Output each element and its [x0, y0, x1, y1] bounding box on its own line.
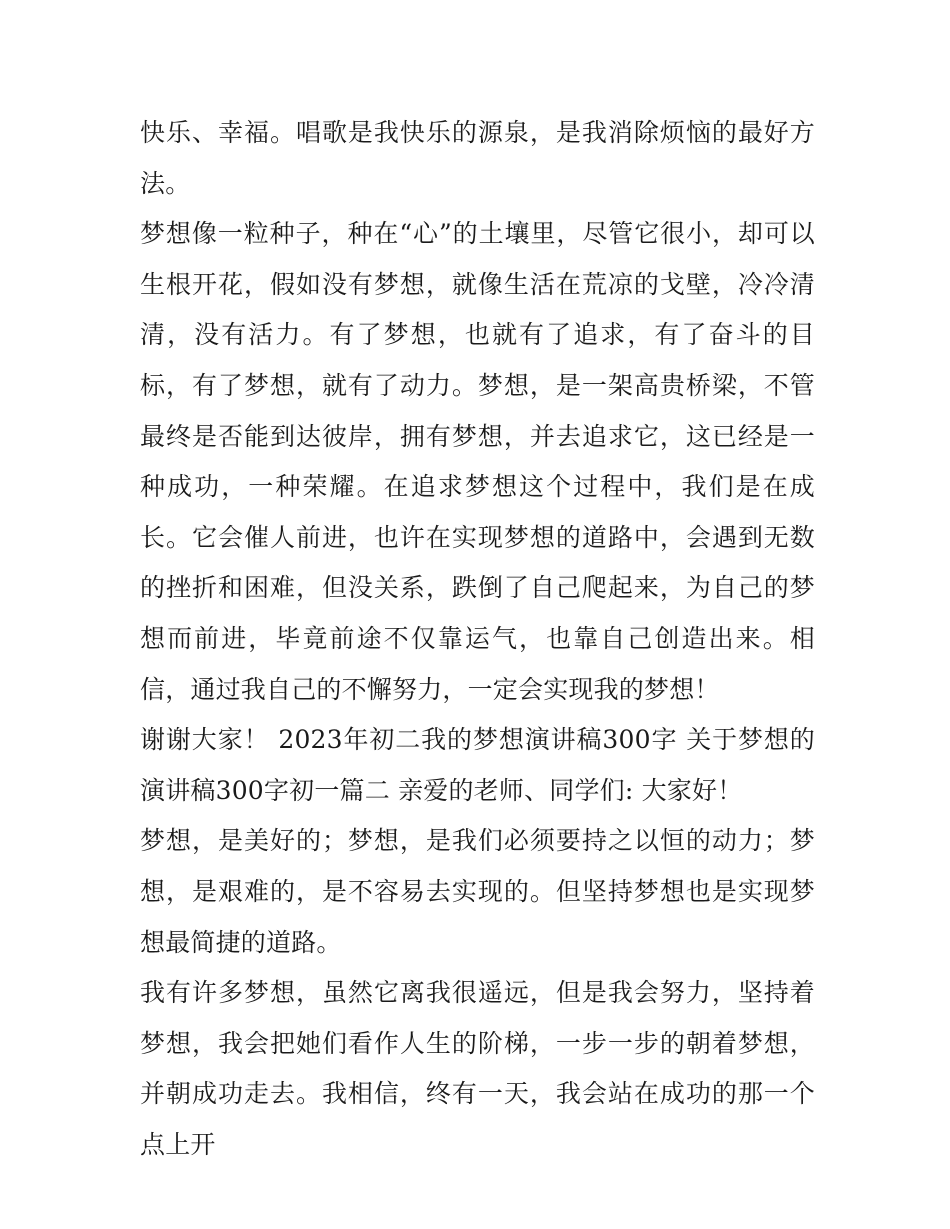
paragraph-4: 梦想，是美好的；梦想，是我们必须要持之以恒的动力；梦想，是艰难的，是不容易去实现的。但坚持梦想也是实现梦想最简捷的道路。: [140, 826, 815, 957]
paragraph-3: 谢谢大家！ 2023年初二我的梦想演讲稿300字 关于梦想的演讲稿300字初一篇二 亲爱的老师、同学们: 大家好！: [140, 725, 815, 805]
paragraph-5: 我有许多梦想，虽然它离我很遥远，但是我会努力，坚持着梦想，我会把她们看作人生的阶梯，一步一步的朝着梦想，并朝成功走去。我相信，终有一天，我会站在成功的那一个点上开: [140, 978, 815, 1159]
document-body: [140, 108, 815, 1170]
paragraph-2: 梦想像一粒种子，种在“心”的土壤里，尽管它很小，却可以生根开花，假如没有梦想，就像生活在荒凉的戈壁，冷冷清清，没有活力。有了梦想，也就有了追求，有了奋斗的目标，有了梦想，就有了动力。梦想，是一架高贵桥梁，不管最终是否能到达彼岸，拥有梦想，并去追求它，这已经是一种成功，一种荣耀。在追求梦想这个过程中，我们是在成长。它会催人前进，也许在实现梦想的道路中，会遇到无数的挫折和困难，但没关系，跌倒了自己爬起来，为自己的梦想而前进，毕竟前途不仅靠运气，也靠自己创造出来。相信，通过我自己的不懈努力，一定会实现我的梦想！: [140, 219, 815, 704]
paragraph-1: 快乐、幸福。唱歌是我快乐的源泉，是我消除烦恼的最好方法。: [140, 118, 815, 198]
